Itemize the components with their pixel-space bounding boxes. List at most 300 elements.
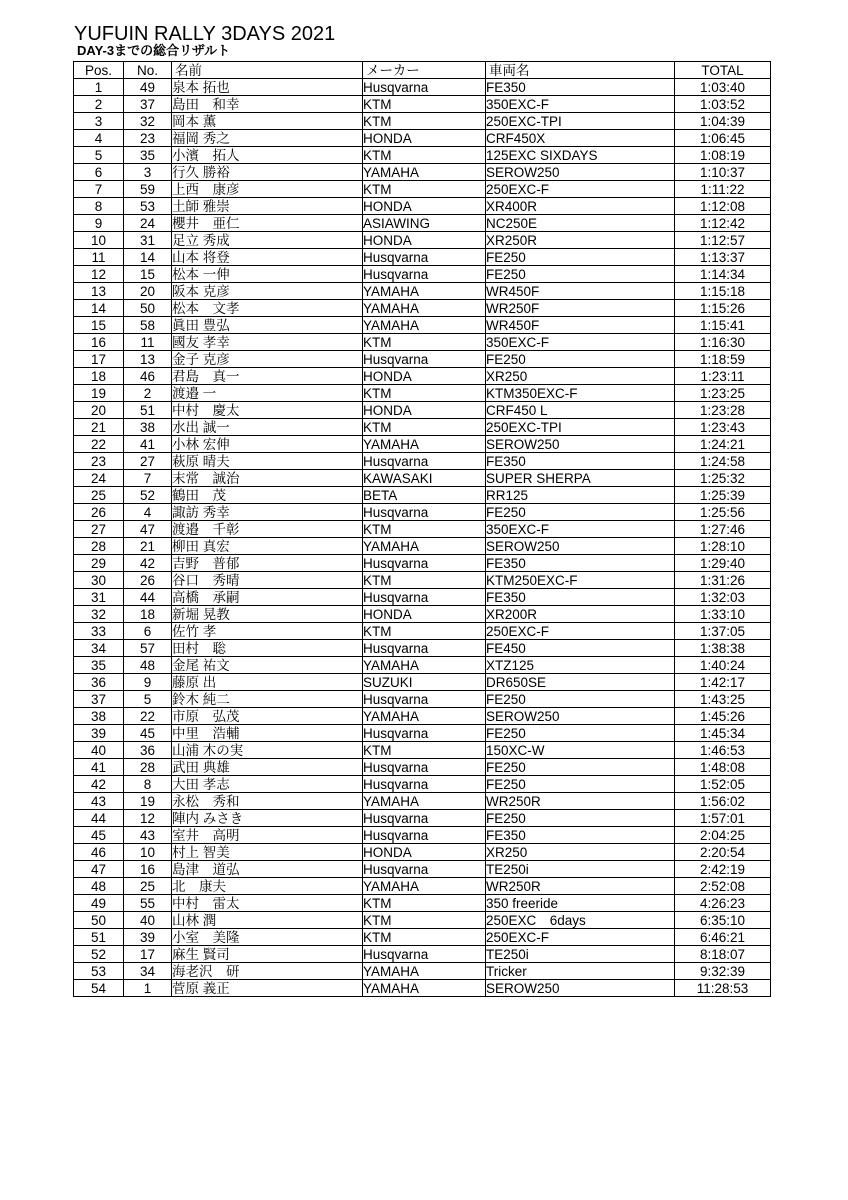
cell-pos: 4 — [74, 130, 124, 147]
table-row — [74, 589, 771, 606]
cell-total: 1:37:05 — [675, 623, 771, 640]
cell-maker: KTM — [363, 929, 486, 946]
cell-model: FE350 — [486, 453, 675, 470]
table-row — [74, 623, 771, 640]
table-row — [74, 725, 771, 742]
cell-model: XR400R — [486, 198, 675, 215]
cell-maker: KTM — [363, 912, 486, 929]
page-title: YUFUIN RALLY 3DAYS 2021 — [74, 23, 336, 45]
cell-model: WR450F — [486, 317, 675, 334]
cell-no: 7 — [124, 470, 172, 487]
table-row — [74, 878, 771, 895]
cell-pos: 26 — [74, 504, 124, 521]
header-total: TOTAL — [675, 62, 771, 79]
table-row — [74, 759, 771, 776]
cell-model: FE250 — [486, 504, 675, 521]
table-row — [74, 402, 771, 419]
cell-total: 1:31:26 — [675, 572, 771, 589]
table-row — [74, 572, 771, 589]
table-row — [74, 164, 771, 181]
header-model: 車両名 — [486, 62, 675, 79]
cell-no: 25 — [124, 878, 172, 895]
cell-total: 11:28:53 — [675, 980, 771, 997]
cell-maker: HONDA — [363, 232, 486, 249]
cell-model: FE350 — [486, 827, 675, 844]
cell-pos: 36 — [74, 674, 124, 691]
cell-model: SEROW250 — [486, 164, 675, 181]
cell-pos: 33 — [74, 623, 124, 640]
table-row — [74, 232, 771, 249]
cell-model: SEROW250 — [486, 538, 675, 555]
cell-maker: Husqvarna — [363, 79, 486, 96]
cell-total: 1:23:11 — [675, 368, 771, 385]
cell-model: 250EXC-F — [486, 929, 675, 946]
table-row — [74, 844, 771, 861]
cell-pos: 9 — [74, 215, 124, 232]
cell-model: FE350 — [486, 79, 675, 96]
cell-no: 50 — [124, 300, 172, 317]
cell-pos: 51 — [74, 929, 124, 946]
cell-name: 中里 浩輔 — [172, 725, 363, 742]
table-row — [74, 980, 771, 997]
cell-maker: HONDA — [363, 130, 486, 147]
results-table — [73, 61, 771, 997]
cell-name: 室井 高明 — [172, 827, 363, 844]
cell-total: 1:25:39 — [675, 487, 771, 504]
cell-no: 34 — [124, 963, 172, 980]
cell-name: 高橋 承嗣 — [172, 589, 363, 606]
cell-model: 350EXC-F — [486, 521, 675, 538]
cell-no: 36 — [124, 742, 172, 759]
cell-pos: 54 — [74, 980, 124, 997]
cell-maker: KAWASAKI — [363, 470, 486, 487]
cell-no: 11 — [124, 334, 172, 351]
cell-name: 國友 孝幸 — [172, 334, 363, 351]
cell-name: 行久 勝裕 — [172, 164, 363, 181]
cell-model: 250EXC 6days — [486, 912, 675, 929]
table-row — [74, 453, 771, 470]
cell-maker: YAMAHA — [363, 300, 486, 317]
cell-pos: 1 — [74, 79, 124, 96]
cell-maker: HONDA — [363, 402, 486, 419]
cell-maker: Husqvarna — [363, 861, 486, 878]
cell-total: 1:03:40 — [675, 79, 771, 96]
table-row — [74, 912, 771, 929]
cell-name: 中村 雷太 — [172, 895, 363, 912]
cell-total: 1:15:18 — [675, 283, 771, 300]
cell-no: 3 — [124, 164, 172, 181]
cell-pos: 41 — [74, 759, 124, 776]
cell-model: TE250i — [486, 861, 675, 878]
cell-no: 45 — [124, 725, 172, 742]
cell-total: 2:20:54 — [675, 844, 771, 861]
cell-no: 52 — [124, 487, 172, 504]
cell-model: SEROW250 — [486, 708, 675, 725]
cell-pos: 8 — [74, 198, 124, 215]
cell-model: KTM350EXC-F — [486, 385, 675, 402]
cell-maker: KTM — [363, 419, 486, 436]
cell-name: 福岡 秀之 — [172, 130, 363, 147]
cell-pos: 35 — [74, 657, 124, 674]
cell-name: 諏訪 秀幸 — [172, 504, 363, 521]
cell-name: 山本 将登 — [172, 249, 363, 266]
cell-pos: 21 — [74, 419, 124, 436]
cell-total: 1:27:46 — [675, 521, 771, 538]
cell-name: 島田 和幸 — [172, 96, 363, 113]
cell-maker: Husqvarna — [363, 759, 486, 776]
cell-no: 53 — [124, 198, 172, 215]
table-row — [74, 368, 771, 385]
cell-maker: KTM — [363, 334, 486, 351]
cell-maker: Husqvarna — [363, 351, 486, 368]
table-row — [74, 555, 771, 572]
cell-total: 1:24:21 — [675, 436, 771, 453]
cell-maker: KTM — [363, 96, 486, 113]
cell-maker: YAMAHA — [363, 878, 486, 895]
cell-total: 1:03:52 — [675, 96, 771, 113]
table-row — [74, 419, 771, 436]
cell-total: 1:29:40 — [675, 555, 771, 572]
cell-name: 土師 雅崇 — [172, 198, 363, 215]
table-row — [74, 521, 771, 538]
cell-no: 35 — [124, 147, 172, 164]
table-row — [74, 317, 771, 334]
table-row — [74, 215, 771, 232]
cell-no: 15 — [124, 266, 172, 283]
cell-no: 58 — [124, 317, 172, 334]
cell-model: WR450F — [486, 283, 675, 300]
cell-maker: Husqvarna — [363, 776, 486, 793]
cell-maker: Husqvarna — [363, 691, 486, 708]
cell-no: 24 — [124, 215, 172, 232]
table-row — [74, 793, 771, 810]
table-row — [74, 742, 771, 759]
cell-pos: 12 — [74, 266, 124, 283]
cell-model: NC250E — [486, 215, 675, 232]
table-row — [74, 776, 771, 793]
cell-maker: Husqvarna — [363, 810, 486, 827]
cell-model: CRF450X — [486, 130, 675, 147]
table-row — [74, 487, 771, 504]
cell-maker: Husqvarna — [363, 640, 486, 657]
cell-total: 1:04:39 — [675, 113, 771, 130]
cell-name: 末常 誠治 — [172, 470, 363, 487]
cell-no: 38 — [124, 419, 172, 436]
cell-name: 鶴田 茂 — [172, 487, 363, 504]
cell-total: 1:16:30 — [675, 334, 771, 351]
cell-maker: HONDA — [363, 844, 486, 861]
cell-pos: 49 — [74, 895, 124, 912]
cell-total: 1:24:58 — [675, 453, 771, 470]
table-row — [74, 691, 771, 708]
cell-total: 1:13:37 — [675, 249, 771, 266]
cell-total: 2:52:08 — [675, 878, 771, 895]
cell-pos: 23 — [74, 453, 124, 470]
cell-model: FE350 — [486, 589, 675, 606]
table-row — [74, 606, 771, 623]
cell-no: 31 — [124, 232, 172, 249]
cell-name: 山林 潤 — [172, 912, 363, 929]
table-row — [74, 504, 771, 521]
cell-pos: 32 — [74, 606, 124, 623]
cell-no: 51 — [124, 402, 172, 419]
cell-total: 1:23:43 — [675, 419, 771, 436]
cell-pos: 44 — [74, 810, 124, 827]
cell-model: SEROW250 — [486, 436, 675, 453]
table-row — [74, 861, 771, 878]
cell-model: WR250R — [486, 793, 675, 810]
cell-total: 1:12:42 — [675, 215, 771, 232]
table-row — [74, 181, 771, 198]
cell-name: 小林 宏伸 — [172, 436, 363, 453]
header-row — [74, 62, 771, 79]
cell-total: 1:40:24 — [675, 657, 771, 674]
cell-model: KTM250EXC-F — [486, 572, 675, 589]
cell-name: 柳田 真宏 — [172, 538, 363, 555]
cell-maker: KTM — [363, 147, 486, 164]
table-row — [74, 351, 771, 368]
cell-maker: YAMAHA — [363, 708, 486, 725]
cell-no: 9 — [124, 674, 172, 691]
cell-pos: 43 — [74, 793, 124, 810]
cell-model: FE250 — [486, 351, 675, 368]
cell-name: 眞田 豊弘 — [172, 317, 363, 334]
cell-no: 1 — [124, 980, 172, 997]
cell-maker: YAMAHA — [363, 317, 486, 334]
cell-no: 16 — [124, 861, 172, 878]
table-row — [74, 640, 771, 657]
cell-name: 阪本 克彦 — [172, 283, 363, 300]
cell-no: 48 — [124, 657, 172, 674]
cell-no: 44 — [124, 589, 172, 606]
table-row — [74, 538, 771, 555]
cell-name: 泉本 拓也 — [172, 79, 363, 96]
cell-model: 350EXC-F — [486, 96, 675, 113]
cell-model: 350EXC-F — [486, 334, 675, 351]
cell-maker: YAMAHA — [363, 283, 486, 300]
cell-pos: 42 — [74, 776, 124, 793]
cell-no: 41 — [124, 436, 172, 453]
cell-total: 6:35:10 — [675, 912, 771, 929]
cell-name: 足立 秀成 — [172, 232, 363, 249]
cell-name: 上西 康彦 — [172, 181, 363, 198]
cell-model: CRF450 L — [486, 402, 675, 419]
cell-pos: 2 — [74, 96, 124, 113]
cell-model: 250EXC-TPI — [486, 113, 675, 130]
cell-pos: 34 — [74, 640, 124, 657]
cell-pos: 40 — [74, 742, 124, 759]
cell-pos: 17 — [74, 351, 124, 368]
cell-total: 1:25:32 — [675, 470, 771, 487]
cell-total: 9:32:39 — [675, 963, 771, 980]
table-row — [74, 198, 771, 215]
cell-pos: 22 — [74, 436, 124, 453]
cell-no: 47 — [124, 521, 172, 538]
cell-total: 1:23:28 — [675, 402, 771, 419]
cell-no: 59 — [124, 181, 172, 198]
cell-name: 麻生 賢司 — [172, 946, 363, 963]
table-row — [74, 249, 771, 266]
cell-maker: KTM — [363, 742, 486, 759]
cell-pos: 7 — [74, 181, 124, 198]
table-row — [74, 300, 771, 317]
cell-model: FE250 — [486, 776, 675, 793]
cell-model: FE250 — [486, 249, 675, 266]
cell-total: 1:57:01 — [675, 810, 771, 827]
cell-name: 北 康夫 — [172, 878, 363, 895]
cell-name: 菅原 義正 — [172, 980, 363, 997]
cell-no: 21 — [124, 538, 172, 555]
cell-pos: 13 — [74, 283, 124, 300]
cell-maker: YAMAHA — [363, 164, 486, 181]
cell-total: 8:18:07 — [675, 946, 771, 963]
cell-maker: Husqvarna — [363, 266, 486, 283]
cell-model: XTZ125 — [486, 657, 675, 674]
cell-model: 250EXC-F — [486, 623, 675, 640]
cell-model: SUPER SHERPA — [486, 470, 675, 487]
table-row — [74, 147, 771, 164]
cell-total: 1:56:02 — [675, 793, 771, 810]
cell-name: 金子 克彦 — [172, 351, 363, 368]
header-pos: Pos. — [74, 62, 124, 79]
cell-total: 1:15:26 — [675, 300, 771, 317]
table-row — [74, 79, 771, 96]
cell-name: 吉野 普郁 — [172, 555, 363, 572]
cell-total: 1:45:34 — [675, 725, 771, 742]
cell-pos: 11 — [74, 249, 124, 266]
cell-no: 40 — [124, 912, 172, 929]
cell-maker: KTM — [363, 113, 486, 130]
cell-pos: 52 — [74, 946, 124, 963]
cell-pos: 39 — [74, 725, 124, 742]
cell-name: 松本 一伸 — [172, 266, 363, 283]
cell-no: 14 — [124, 249, 172, 266]
cell-total: 1:12:08 — [675, 198, 771, 215]
cell-name: 金尾 祐文 — [172, 657, 363, 674]
cell-maker: Husqvarna — [363, 589, 486, 606]
results-body — [74, 79, 771, 997]
cell-pos: 28 — [74, 538, 124, 555]
table-row — [74, 113, 771, 130]
cell-name: 渡邉 一 — [172, 385, 363, 402]
cell-total: 1:43:25 — [675, 691, 771, 708]
cell-total: 1:32:03 — [675, 589, 771, 606]
cell-model: FE450 — [486, 640, 675, 657]
cell-no: 42 — [124, 555, 172, 572]
cell-no: 20 — [124, 283, 172, 300]
cell-total: 1:18:59 — [675, 351, 771, 368]
cell-maker: YAMAHA — [363, 436, 486, 453]
cell-model: 125EXC SIXDAYS — [486, 147, 675, 164]
cell-pos: 27 — [74, 521, 124, 538]
cell-maker: HONDA — [363, 198, 486, 215]
cell-maker: YAMAHA — [363, 538, 486, 555]
cell-no: 46 — [124, 368, 172, 385]
table-row — [74, 657, 771, 674]
cell-name: 陣内 みさき — [172, 810, 363, 827]
cell-pos: 48 — [74, 878, 124, 895]
cell-no: 39 — [124, 929, 172, 946]
cell-pos: 3 — [74, 113, 124, 130]
cell-pos: 53 — [74, 963, 124, 980]
cell-no: 22 — [124, 708, 172, 725]
cell-maker: SUZUKI — [363, 674, 486, 691]
cell-maker: KTM — [363, 521, 486, 538]
cell-total: 1:25:56 — [675, 504, 771, 521]
cell-name: 藤原 出 — [172, 674, 363, 691]
cell-model: FE250 — [486, 691, 675, 708]
cell-no: 32 — [124, 113, 172, 130]
cell-name: 村上 智美 — [172, 844, 363, 861]
cell-name: 佐竹 孝 — [172, 623, 363, 640]
cell-no: 17 — [124, 946, 172, 963]
cell-name: 島津 道弘 — [172, 861, 363, 878]
cell-total: 1:06:45 — [675, 130, 771, 147]
cell-model: DR650SE — [486, 674, 675, 691]
cell-total: 6:46:21 — [675, 929, 771, 946]
cell-name: 櫻井 亜仁 — [172, 215, 363, 232]
cell-model: FE250 — [486, 725, 675, 742]
cell-maker: Husqvarna — [363, 453, 486, 470]
cell-name: 大田 孝志 — [172, 776, 363, 793]
cell-pos: 16 — [74, 334, 124, 351]
cell-name: 中村 慶太 — [172, 402, 363, 419]
cell-maker: Husqvarna — [363, 946, 486, 963]
cell-maker: HONDA — [363, 368, 486, 385]
cell-model: 150XC-W — [486, 742, 675, 759]
cell-total: 1:33:10 — [675, 606, 771, 623]
table-row — [74, 827, 771, 844]
cell-total: 1:42:17 — [675, 674, 771, 691]
cell-maker: Husqvarna — [363, 504, 486, 521]
cell-maker: Husqvarna — [363, 827, 486, 844]
cell-total: 1:11:22 — [675, 181, 771, 198]
cell-maker: YAMAHA — [363, 963, 486, 980]
table-row — [74, 810, 771, 827]
table-row — [74, 283, 771, 300]
cell-no: 43 — [124, 827, 172, 844]
cell-model: Tricker — [486, 963, 675, 980]
cell-total: 1:10:37 — [675, 164, 771, 181]
cell-no: 49 — [124, 79, 172, 96]
cell-model: RR125 — [486, 487, 675, 504]
cell-total: 2:42:19 — [675, 861, 771, 878]
cell-maker: YAMAHA — [363, 793, 486, 810]
cell-name: 武田 典雄 — [172, 759, 363, 776]
cell-pos: 31 — [74, 589, 124, 606]
cell-pos: 29 — [74, 555, 124, 572]
table-row — [74, 130, 771, 147]
cell-no: 4 — [124, 504, 172, 521]
cell-name: 松本 文孝 — [172, 300, 363, 317]
header-maker: メーカー — [363, 62, 486, 79]
header-name: 名前 — [172, 62, 363, 79]
cell-model: XR250 — [486, 844, 675, 861]
cell-pos: 19 — [74, 385, 124, 402]
cell-name: 君島 真一 — [172, 368, 363, 385]
cell-name: 萩原 晴夫 — [172, 453, 363, 470]
cell-no: 6 — [124, 623, 172, 640]
cell-maker: Husqvarna — [363, 555, 486, 572]
cell-no: 13 — [124, 351, 172, 368]
cell-no: 57 — [124, 640, 172, 657]
page-subtitle: DAY-3までの総合リザルト — [77, 43, 231, 58]
cell-model: FE350 — [486, 555, 675, 572]
cell-total: 4:26:23 — [675, 895, 771, 912]
header-no: No. — [124, 62, 172, 79]
cell-name: 岡本 薫 — [172, 113, 363, 130]
cell-maker: BETA — [363, 487, 486, 504]
